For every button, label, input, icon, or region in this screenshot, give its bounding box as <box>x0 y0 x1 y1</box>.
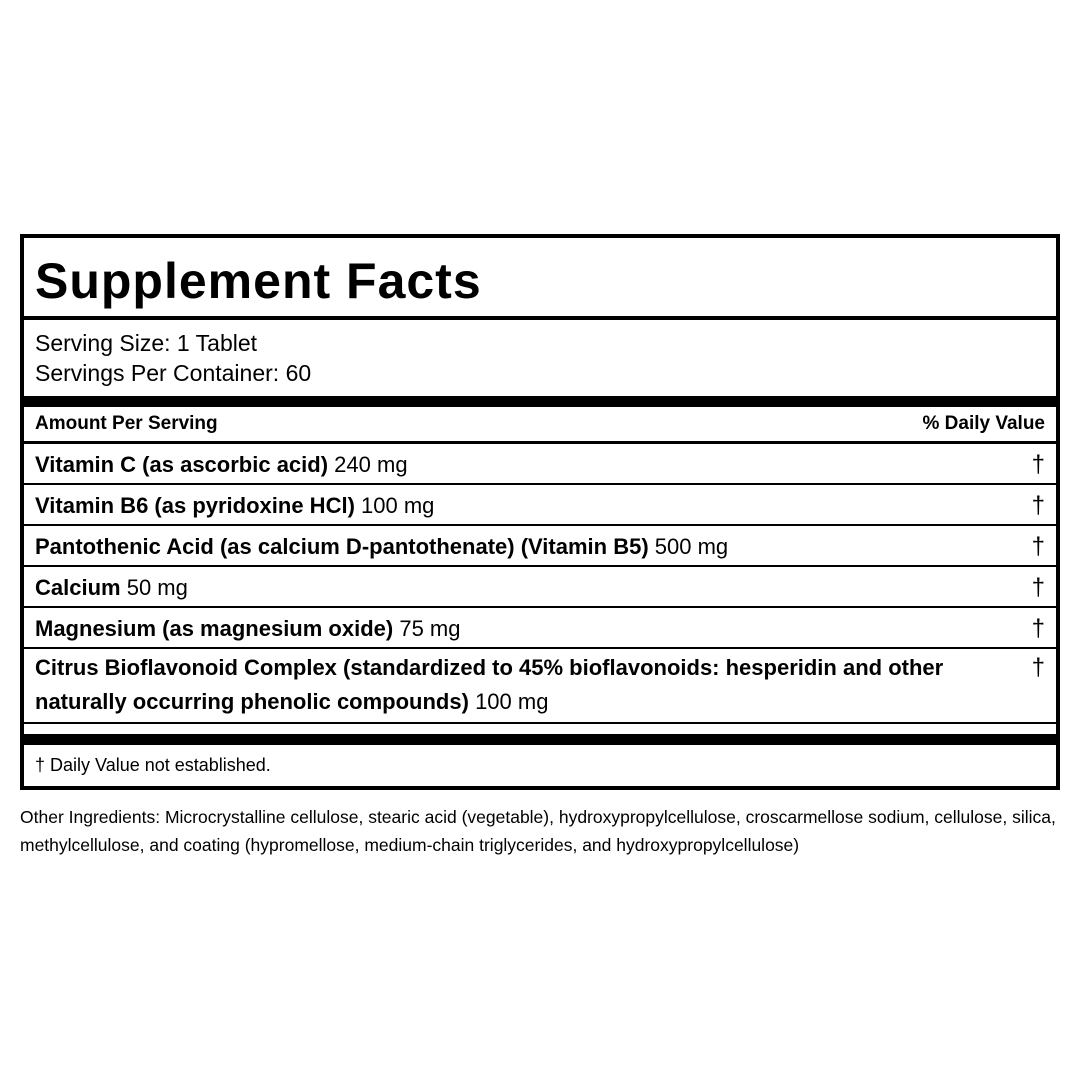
nutrient-dv: † <box>1031 492 1045 519</box>
nutrient-name: Calcium <box>35 575 121 600</box>
other-ingredients: Other Ingredients: Microcrystalline cellulose, stearic acid (vegetable), hydroxypropylcellulose, croscarmellose sodium, cellulose, silica, methylcellulose, and coating (hypromellose, medium-chain triglycerides, and hydroxypropylcellulose) <box>20 807 1056 855</box>
nutrient-amount: 50 mg <box>126 575 188 600</box>
nutrient-row <box>24 444 1056 485</box>
row-spacer <box>24 724 1056 734</box>
nutrient-dv: † <box>1031 451 1045 478</box>
nutrient-name: Pantothenic Acid (as calcium D-pantothenate) (Vitamin B5) <box>35 534 649 559</box>
nutrient-row <box>24 485 1056 526</box>
nutrient-name: Magnesium (as magnesium oxide) <box>35 616 394 641</box>
daily-value-label: % Daily Value <box>922 413 1045 434</box>
thick-divider <box>24 734 1056 745</box>
nutrient-amount: 75 mg <box>399 616 461 641</box>
nutrient-dv: † <box>1031 615 1045 642</box>
panel-title: Supplement Facts <box>24 238 1056 320</box>
servings-per-container: Servings Per Container: 60 <box>35 360 312 386</box>
nutrient-amount: 500 mg <box>654 534 729 559</box>
nutrient-dv: † <box>1031 654 1045 681</box>
nutrient-dv: † <box>1031 574 1045 601</box>
column-header <box>24 407 1056 444</box>
nutrient-row <box>24 649 1056 724</box>
nutrient-row <box>24 567 1056 608</box>
amount-per-serving-label: Amount Per Serving <box>35 413 218 434</box>
nutrient-row <box>24 526 1056 567</box>
nutrient-name: Vitamin B6 (as pyridoxine HCl) <box>35 493 355 518</box>
nutrient-amount: 240 mg <box>334 452 408 477</box>
thick-divider <box>24 396 1056 407</box>
nutrient-name: Vitamin C (as ascorbic acid) <box>35 452 329 477</box>
nutrient-dv: † <box>1031 533 1045 560</box>
serving-info <box>24 320 1056 396</box>
serving-size: Serving Size: 1 Tablet <box>35 330 258 356</box>
nutrient-amount: 100 mg <box>475 689 549 714</box>
supplement-facts-panel <box>20 234 1060 790</box>
nutrient-amount: 100 mg <box>361 493 435 518</box>
nutrient-name: Citrus Bioflavonoid Complex (standardized to 45% bioflavonoids: hesperidin and other naturally occurring phenolic compounds) <box>35 655 944 714</box>
footnote: † Daily Value not established. <box>35 755 271 775</box>
nutrient-row <box>24 608 1056 649</box>
